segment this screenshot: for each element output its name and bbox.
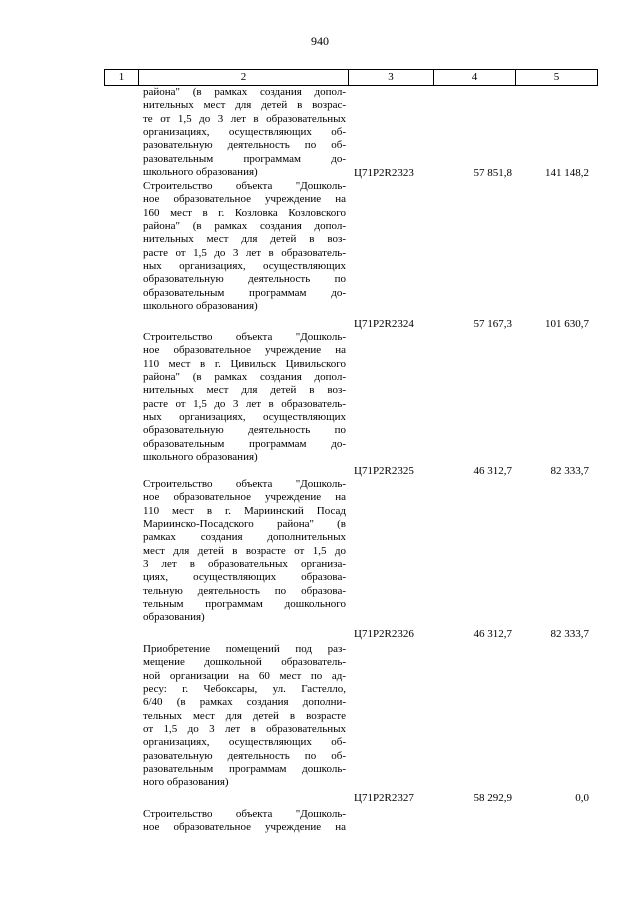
- desc-line: Строительство объекта "Дошколь-: [143, 180, 346, 192]
- desc-line: ное образовательное учреждение на: [143, 193, 346, 206]
- desc-line: Строительство объекта "Дошколь-: [143, 478, 346, 490]
- desc-line: тельных мест для детей в возрасте: [143, 709, 346, 722]
- desc-line: ных организациях, осуществляющих: [143, 260, 346, 273]
- desc-line: расте от 1,5 до 3 лет в образователь-: [143, 397, 346, 410]
- desc-line: от 1,5 до 3 лет в образовательных: [143, 723, 346, 736]
- desc-line: разовательным программам дошколь-: [143, 763, 346, 776]
- desc-line: Строительство объекта "Дошколь-: [143, 808, 346, 820]
- desc-line: разовательным программам до-: [143, 152, 346, 165]
- desc-line: нительных мест для детей в воз-: [143, 384, 346, 397]
- desc-line: циях, осуществляющих образова-: [143, 571, 346, 584]
- row-value-col5: 101 630,7: [545, 318, 589, 330]
- desc-line: разовательную деятельность по об-: [143, 749, 346, 762]
- header-col-2: 2: [139, 70, 349, 85]
- desc-line: района" (в рамках создания допол-: [143, 371, 346, 384]
- row-value-col4: 58 292,9: [473, 792, 512, 804]
- desc-line: ное образовательное учреждение на: [143, 491, 346, 504]
- header-col-3: 3: [349, 70, 434, 85]
- row-value-col5: 82 333,7: [550, 465, 589, 477]
- desc-line: разовательную деятельность по об-: [143, 139, 346, 152]
- row-value-col4: 46 312,7: [473, 465, 512, 477]
- desc-line: организациях, осуществляющих об-: [143, 736, 346, 749]
- desc-line: тельным программам дошкольного: [143, 598, 346, 611]
- row-value-col5: 141 148,2: [545, 167, 589, 179]
- desc-line: нительных мест для детей в возрас-: [143, 99, 346, 112]
- desc-line: района" (в рамках создания допол-: [143, 220, 346, 233]
- desc-line: образовательную деятельность по: [143, 273, 346, 286]
- row-code: Ц71Р2R2323: [354, 167, 414, 179]
- desc-line: 110 мест в г. Мариинский Посад: [143, 504, 346, 517]
- desc-line: школьного образования): [143, 300, 258, 313]
- row-description: [143, 478, 346, 625]
- desc-line: ресу: г. Чебоксары, ул. Гастелло,: [143, 683, 346, 696]
- desc-line: ной организации на 60 мест по ад-: [143, 669, 346, 682]
- row-code: Ц71Р2R2326: [354, 628, 414, 640]
- desc-line: школьного образования): [143, 451, 258, 464]
- desc-line: организациях, осуществляющих об-: [143, 126, 346, 139]
- desc-line: района" (в рамках создания допол-: [143, 86, 346, 98]
- row-description: [143, 643, 346, 790]
- desc-line: тельную деятельность по образова-: [143, 584, 346, 597]
- row-description: [143, 180, 346, 313]
- desc-line: 110 мест в г. Цивильск Цивильского: [143, 357, 346, 370]
- desc-line: ное образовательное учреждение на: [143, 344, 346, 357]
- row-value-col5: 0,0: [575, 792, 589, 804]
- desc-line: ное образовательное учреждение на: [143, 821, 346, 834]
- desc-line: мест для детей в возрасте от 1,5 до: [143, 544, 346, 557]
- desc-line: Мариинско-Посадского района" (в: [143, 518, 346, 531]
- row-value-col4: 46 312,7: [473, 628, 512, 640]
- desc-line: мещение дошкольной образователь-: [143, 656, 346, 669]
- desc-line: те от 1,5 до 3 лет в образовательных: [143, 112, 346, 125]
- desc-line: Строительство объекта "Дошколь-: [143, 331, 346, 343]
- desc-line: 160 мест в г. Козловка Козловского: [143, 206, 346, 219]
- desc-line: Приобретение помещений под раз-: [143, 643, 346, 655]
- desc-line: школьного образования): [143, 166, 258, 179]
- row-code: Ц71Р2R2324: [354, 318, 414, 330]
- desc-line: 6/40 (в рамках создания дополни-: [143, 696, 346, 709]
- desc-line: образования): [143, 611, 205, 624]
- row-value-col5: 82 333,7: [550, 628, 589, 640]
- table-header-row: [104, 69, 598, 86]
- desc-line: ного образования): [143, 776, 229, 789]
- header-col-4: 4: [434, 70, 516, 85]
- page-number: 940: [311, 34, 329, 48]
- header-col-5: 5: [516, 70, 598, 85]
- desc-line: 3 лет в образовательных организа-: [143, 558, 346, 571]
- row-description: [143, 331, 346, 464]
- row-description: [143, 808, 346, 835]
- desc-line: образовательным программам до-: [143, 437, 346, 450]
- row-value-col4: 57 851,8: [473, 167, 512, 179]
- row-value-col4: 57 167,3: [473, 318, 512, 330]
- desc-line: образовательную деятельность по: [143, 424, 346, 437]
- desc-line: нительных мест для детей в воз-: [143, 233, 346, 246]
- desc-line: расте от 1,5 до 3 лет в образователь-: [143, 246, 346, 259]
- row-code: Ц71Р2R2325: [354, 465, 414, 477]
- row-code: Ц71Р2R2327: [354, 792, 414, 804]
- desc-line: образовательным программам до-: [143, 286, 346, 299]
- desc-line: рамках создания дополнительных: [143, 531, 346, 544]
- header-col-1: 1: [105, 70, 139, 85]
- row-description: [143, 86, 346, 179]
- desc-line: ных организациях, осуществляющих: [143, 411, 346, 424]
